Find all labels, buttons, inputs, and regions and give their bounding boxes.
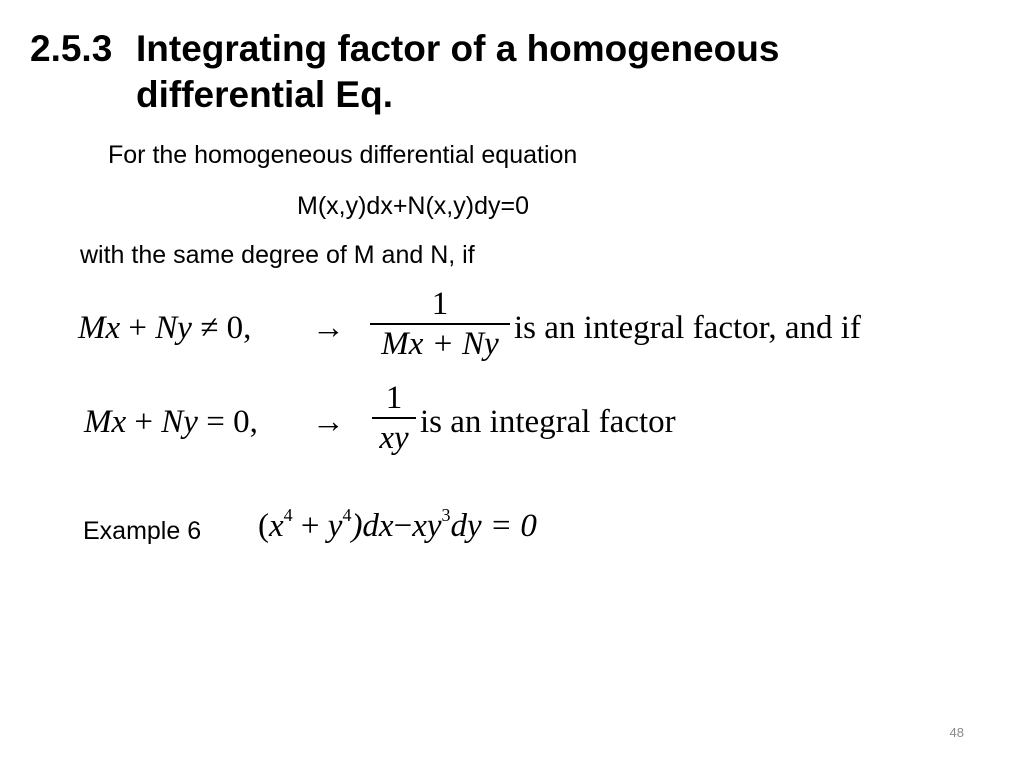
case2-condition [84, 404, 258, 441]
case2-plus: + [134, 404, 154, 440]
example-label: Example 6 [83, 517, 202, 545]
title-line-1: Integrating factor of a homogeneous [136, 28, 780, 69]
case2-fraction [372, 380, 416, 456]
page-number: 48 [949, 725, 964, 740]
example-dy-equals-zero: dy = 0 [450, 508, 537, 544]
condition-text: with the same degree of M and N, if [80, 241, 475, 269]
case2-arrow-icon: → [312, 404, 345, 440]
case2-denominator: xy [379, 420, 409, 456]
example-x: x [269, 508, 284, 544]
case1-zero: 0, [226, 310, 252, 346]
general-equation: M(x,y)dx+N(x,y)dy=0 [297, 192, 529, 220]
case2-fraction-bar [372, 417, 416, 419]
example-plus: + [300, 508, 320, 544]
case1-arrow-icon: → [312, 310, 345, 346]
case2-ny: Ny [161, 404, 198, 440]
example-xy-exponent: 3 [441, 505, 451, 525]
case2-zero: 0, [233, 404, 258, 440]
example-equation [258, 505, 537, 545]
case2-numerator: 1 [385, 380, 403, 416]
case1-numerator: 1 [431, 286, 449, 322]
intro-text: For the homogeneous differential equation [108, 141, 578, 169]
slide-title [30, 26, 779, 118]
example-y: y [327, 508, 343, 544]
example-minus: − [393, 508, 413, 544]
example-open-paren: ( [258, 508, 269, 544]
case1-text: is an integral factor, and if [514, 310, 861, 346]
example-x-exponent: 4 [283, 505, 293, 525]
example-y-exponent: 4 [342, 505, 352, 525]
example-dx: )dx [351, 508, 394, 544]
case2-text: is an integral factor [420, 404, 676, 440]
case1-fraction-bar [370, 323, 510, 325]
case1-mx: Mx [78, 310, 121, 346]
case1-denominator: Mx + Ny [381, 326, 499, 362]
case1-not-equal: ≠ [200, 310, 219, 346]
case2-mx: Mx [84, 404, 127, 440]
case1-plus: + [128, 310, 148, 346]
example-xy: xy [412, 508, 442, 544]
case1-ny: Ny [155, 310, 192, 346]
section-number: 2.5.3 [30, 28, 113, 69]
title-line-2: differential Eq. [136, 74, 393, 115]
case1-fraction [370, 286, 510, 362]
case2-equals: = [206, 404, 225, 440]
case1-condition [78, 310, 251, 347]
